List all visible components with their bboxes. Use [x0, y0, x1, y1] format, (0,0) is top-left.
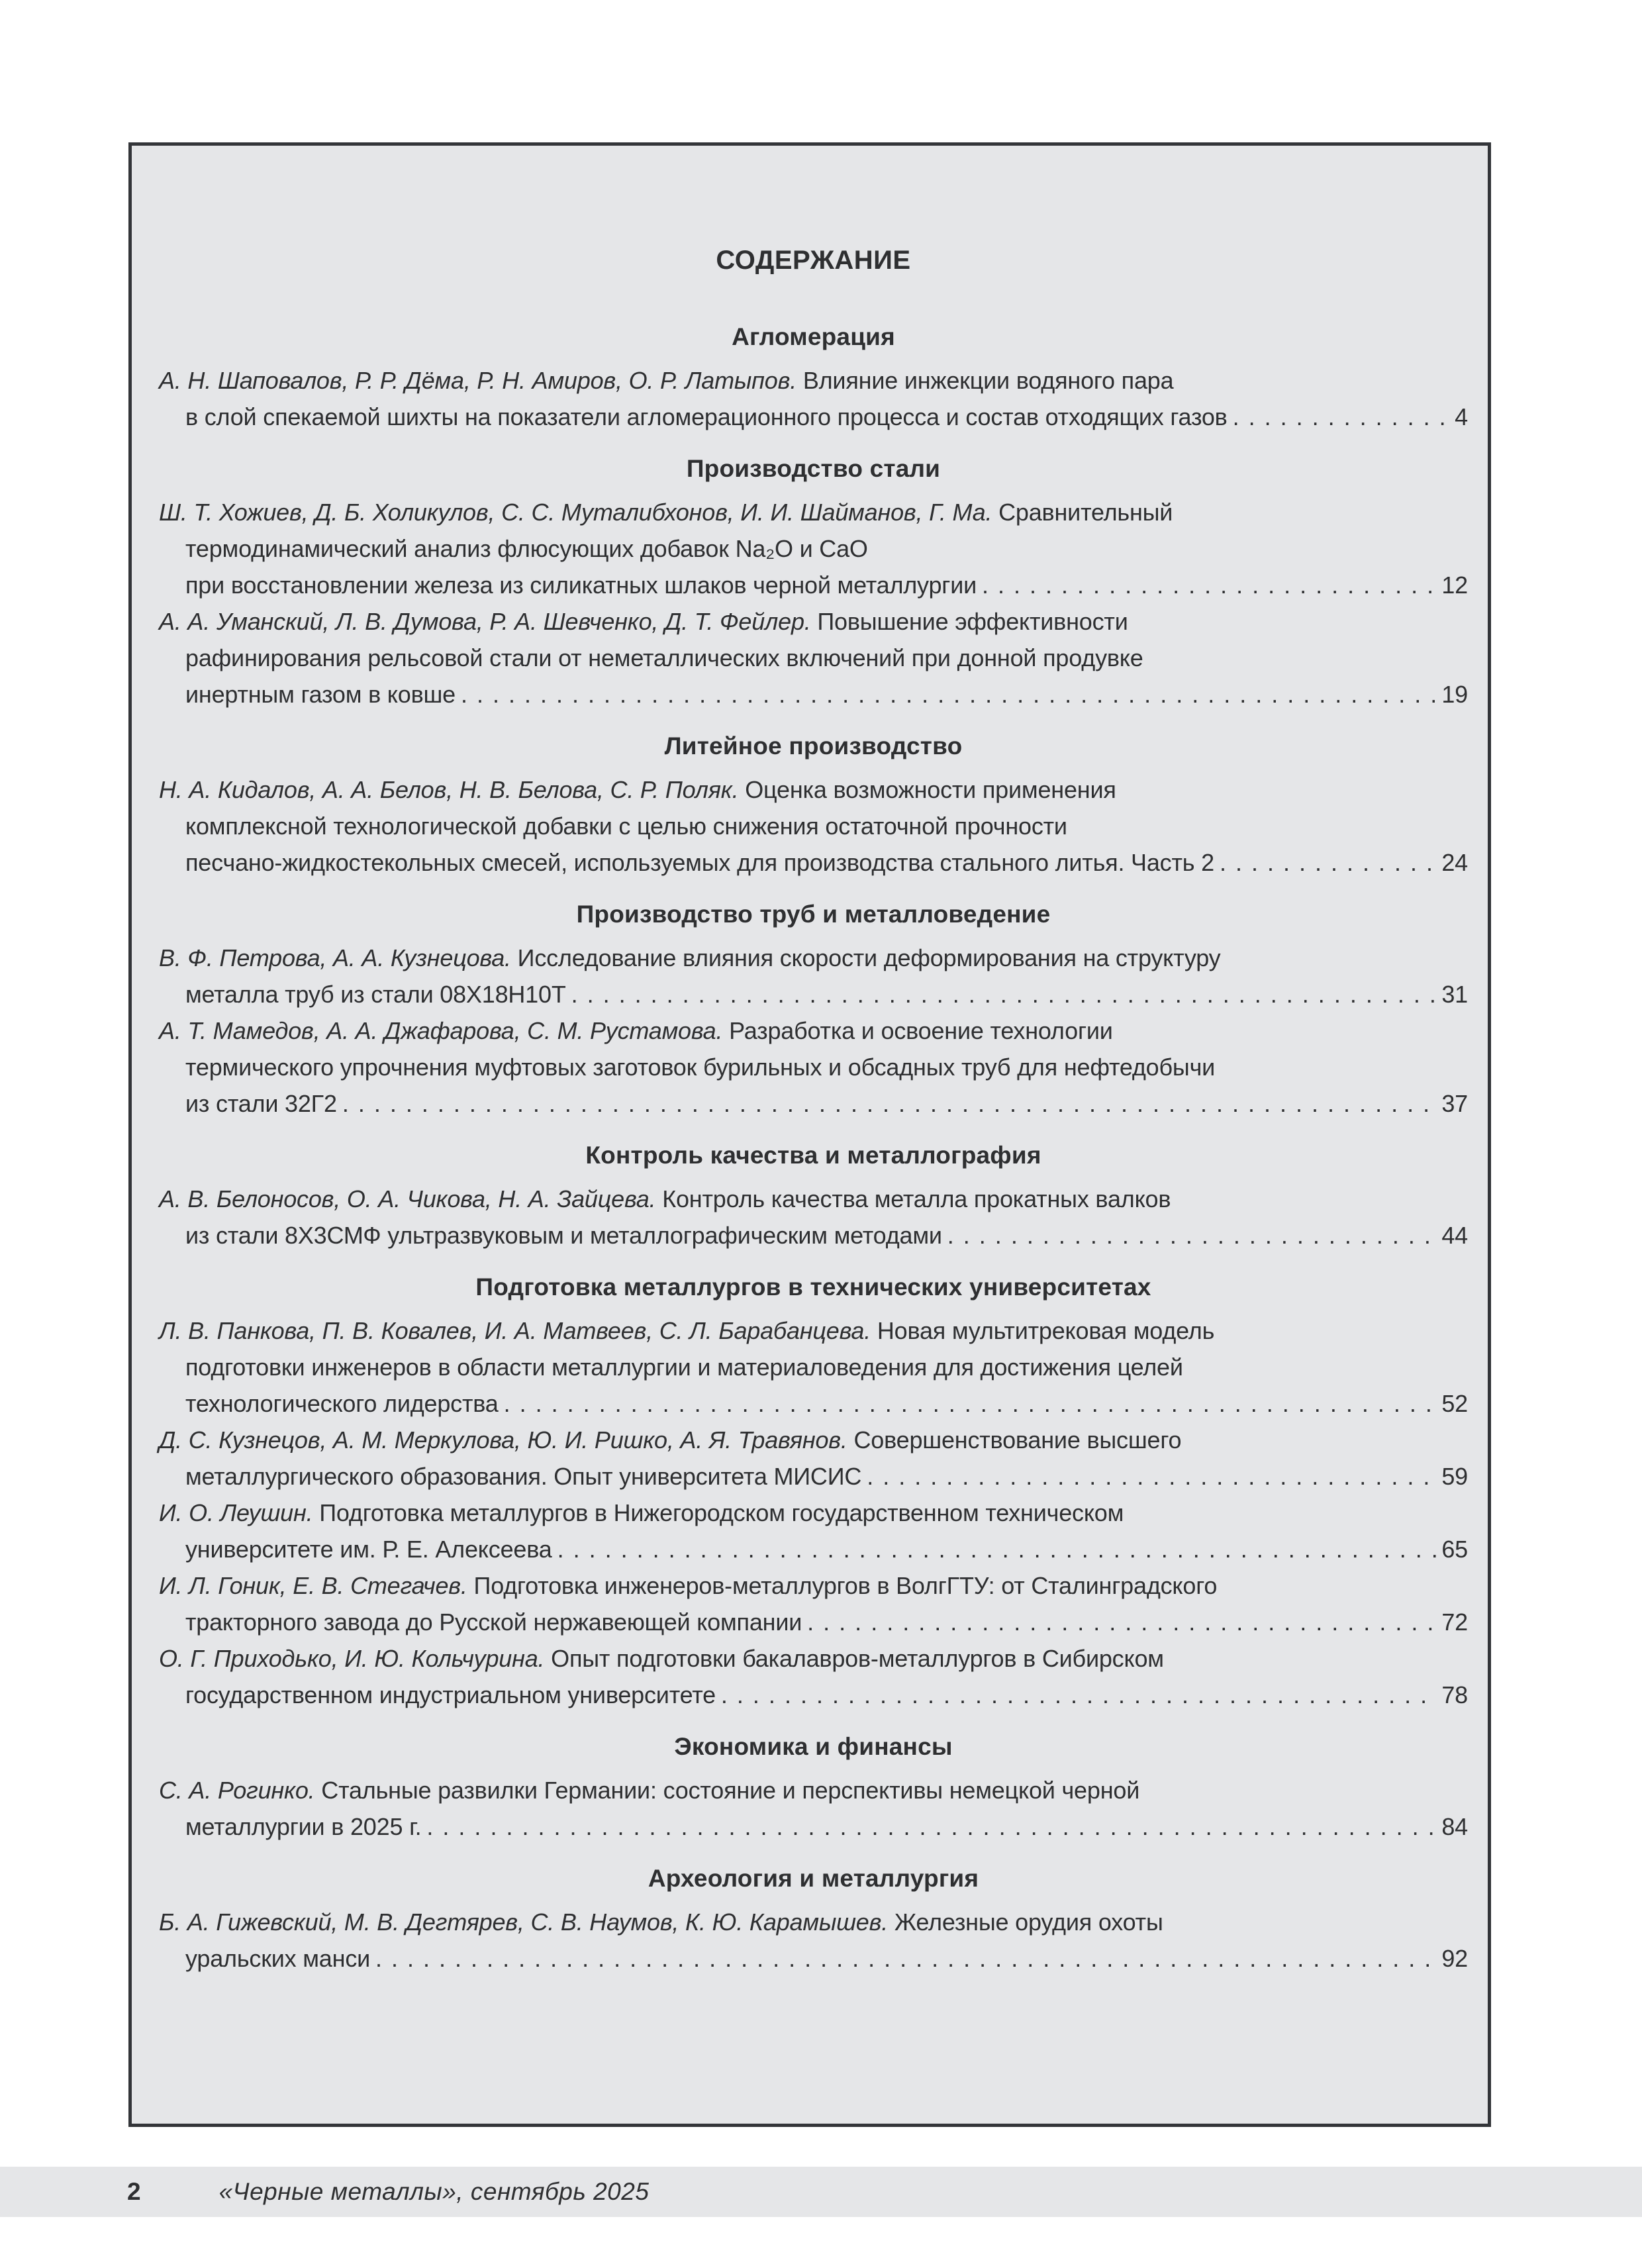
entry-authors: С. А. Рогинко.	[159, 1777, 315, 1804]
entry-line	[159, 1012, 1468, 1049]
toc-entry	[159, 1495, 1468, 1567]
entry-line	[159, 362, 1468, 399]
entry-page-number: 84	[1441, 1813, 1468, 1840]
entry-page-number: 59	[1441, 1463, 1468, 1490]
entry-title: Железные орудия охоты	[888, 1908, 1163, 1936]
entry-title: Исследование влияния скорости деформирования на структуру	[510, 944, 1221, 971]
entry-title: Разработка и освоение технологии	[722, 1017, 1113, 1044]
entry-line	[159, 1904, 1468, 1940]
entry-authors: Л. В. Панкова, П. В. Ковалев, И. А. Матвеев, С. Л. Барабанцева.	[159, 1317, 871, 1344]
entry-title: Совершенствование высшего	[847, 1426, 1182, 1454]
entry-line-text: государственном индустриальном университете	[185, 1681, 716, 1708]
entry-line: термодинамический анализ флюсующих добавок Na₂O и CaO	[185, 535, 868, 562]
entry-line	[159, 494, 1468, 530]
entry-line	[159, 1808, 1468, 1845]
toc-entry	[159, 494, 1468, 603]
entry-line	[159, 1495, 1468, 1531]
entry-authors: И. Л. Гоник, Е. В. Стегачев.	[159, 1572, 467, 1599]
toc-entry	[159, 362, 1468, 435]
entry-line	[159, 399, 1468, 435]
entry-page-number: 24	[1441, 849, 1468, 876]
entry-line	[159, 1604, 1468, 1640]
entry-line	[159, 1217, 1468, 1254]
entry-title: Влияние инжекции водяного пара	[797, 367, 1174, 394]
entry-line	[159, 1422, 1468, 1458]
entry-line	[159, 1567, 1468, 1604]
entry-title: Оценка возможности применения	[738, 776, 1116, 803]
section-heading: Литейное производство	[664, 732, 963, 760]
toc-entry	[159, 1312, 1468, 1422]
toc-entry	[159, 1772, 1468, 1845]
dot-leader	[342, 1085, 1438, 1122]
section-heading: Экономика и финансы	[674, 1733, 953, 1760]
dot-leader	[947, 1217, 1438, 1254]
footer-page-number: 2	[127, 2178, 141, 2205]
dot-leader	[1220, 844, 1437, 881]
dot-leader	[1233, 399, 1451, 435]
entry-line-text: при восстановлении железа из силикатных шлаков черной металлургии	[185, 571, 977, 599]
entry-line-text: песчано-жидкостекольных смесей, используемых для производства стального литья. Часть 2	[185, 849, 1214, 876]
entry-line	[159, 603, 1468, 640]
toc-entry	[159, 1422, 1468, 1495]
entry-line-text: университете им. Р. Е. Алексеева	[185, 1536, 552, 1563]
entry-page-number: 44	[1441, 1222, 1468, 1249]
toc-entry	[159, 1181, 1468, 1254]
entry-title: Подготовка металлургов в Нижегородском государственном техническом	[313, 1499, 1124, 1526]
entry-line-text: из стали 32Г2	[185, 1090, 337, 1117]
entry-title: Повышение эффективности	[810, 608, 1128, 635]
entry-line: комплексной технологической добавки с целью снижения остаточной прочности	[185, 813, 1067, 840]
entry-authors: И. О. Леушин.	[159, 1499, 313, 1526]
entry-page-number: 37	[1441, 1090, 1468, 1117]
entry-line	[159, 940, 1468, 976]
dot-leader	[721, 1677, 1437, 1713]
entry-line	[159, 1940, 1468, 1977]
contents-panel	[128, 142, 1491, 2127]
entry-authors: Н. А. Кидалов, А. А. Белов, Н. В. Белова, С. Р. Поляк.	[159, 776, 739, 803]
entry-line	[159, 1531, 1468, 1567]
toc-entry	[159, 603, 1468, 713]
entry-authors: А. Т. Мамедов, А. А. Джафарова, С. М. Рустамова.	[159, 1017, 723, 1044]
section-heading: Производство стали	[686, 455, 941, 482]
dot-leader	[461, 676, 1437, 713]
toc-entry	[159, 940, 1468, 1012]
dot-leader	[375, 1940, 1437, 1977]
entry-line-text: уральских манси	[185, 1945, 371, 1972]
entry-line: рафинирования рельсовой стали от неметаллических включений при донной продувке	[185, 644, 1143, 671]
entry-line	[159, 1772, 1468, 1808]
entry-authors: А. А. Уманский, Л. В. Думова, Р. А. Шевченко, Д. Т. Фейлер.	[159, 608, 811, 635]
dot-leader	[426, 1808, 1437, 1845]
page-title: СОДЕРЖАНИЕ	[716, 246, 911, 275]
entry-line-text: металлургического образования. Опыт университета МИСИС	[185, 1463, 862, 1490]
entry-line	[159, 844, 1468, 881]
entry-page-number: 52	[1441, 1390, 1468, 1417]
entry-title: Стальные развилки Германии: состояние и перспективы немецкой черной	[314, 1777, 1140, 1804]
section-heading: Археология и металлургия	[648, 1865, 979, 1892]
entry-line-text: технологического лидерства	[185, 1390, 499, 1417]
entry-line	[159, 771, 1468, 808]
entry-line-text: в слой спекаемой шихты на показатели агломерационного процесса и состав отходящих газов	[185, 403, 1228, 430]
entry-authors: О. Г. Приходько, И. Ю. Кольчурина.	[159, 1645, 545, 1672]
toc-entry	[159, 1904, 1468, 1977]
entry-page-number: 72	[1441, 1608, 1468, 1636]
entry-line	[159, 1677, 1468, 1713]
toc-entry	[159, 1012, 1468, 1122]
section-heading: Агломерация	[732, 323, 895, 350]
entry-authors: Ш. Т. Хожиев, Д. Б. Холикулов, С. С. Муталибхонов, И. И. Шайманов, Г. Ма.	[159, 499, 992, 526]
footer-journal-title: «Черные металлы», сентябрь 2025	[218, 2178, 650, 2205]
entry-authors: В. Ф. Петрова, А. А. Кузнецова.	[159, 944, 511, 971]
entry-line	[159, 976, 1468, 1012]
dot-leader	[982, 567, 1437, 603]
entry-page-number: 31	[1441, 981, 1468, 1008]
entry-authors: Д. С. Кузнецов, А. М. Меркулова, Ю. И. Ришко, А. Я. Травянов.	[159, 1426, 847, 1454]
entry-line-text: металлургии в 2025 г.	[185, 1813, 422, 1840]
toc-entry	[159, 1640, 1468, 1713]
entry-line	[159, 567, 1468, 603]
entry-line	[159, 676, 1468, 713]
entry-authors: А. В. Белоносов, О. А. Чикова, Н. А. Зайцева.	[159, 1185, 656, 1212]
entry-line-text: инертным газом в ковше	[185, 681, 456, 708]
entry-page-number: 19	[1441, 681, 1468, 708]
entry-page-number: 12	[1441, 571, 1468, 599]
section-heading: Производство труб и металловедение	[576, 901, 1051, 928]
entry-authors: Б. А. Гижевский, М. В. Дегтярев, С. В. Наумов, К. Ю. Карамышев.	[159, 1908, 889, 1936]
section-heading: Подготовка металлургов в технических университетах	[475, 1273, 1151, 1301]
section-heading: Контроль качества и металлография	[585, 1142, 1041, 1169]
dot-leader	[807, 1604, 1437, 1640]
entry-title: Подготовка инженеров-металлургов в ВолгГТУ: от Сталинградского	[467, 1572, 1218, 1599]
footer	[0, 2167, 1642, 2217]
entry-line	[159, 1458, 1468, 1495]
entry-line: подготовки инженеров в области металлургии и материаловедения для достижения целей	[185, 1354, 1183, 1381]
dot-leader	[867, 1458, 1437, 1495]
entry-line: термического упрочнения муфтовых заготовок бурильных и обсадных труб для нефтедобычи	[185, 1054, 1216, 1081]
dot-leader	[571, 976, 1438, 1012]
entry-authors: А. Н. Шаповалов, Р. Р. Дёма, Р. Н. Амиров, О. Р. Латыпов.	[159, 367, 797, 394]
dot-leader	[557, 1531, 1438, 1567]
dot-leader	[504, 1385, 1438, 1422]
toc-entry	[159, 1567, 1468, 1640]
entry-line	[159, 1085, 1468, 1122]
entry-line	[159, 1312, 1468, 1349]
toc-entry	[159, 771, 1468, 881]
entry-page-number: 78	[1441, 1681, 1468, 1708]
entry-page-number: 65	[1441, 1536, 1468, 1563]
entry-title: Новая мультитрековая модель	[871, 1317, 1215, 1344]
entry-page-number: 92	[1441, 1945, 1468, 1972]
entry-title: Опыт подготовки бакалавров-металлургов в Сибирском	[544, 1645, 1164, 1672]
entry-line-text: из стали 8Х3СМФ ультразвуковым и металлографическим методами	[185, 1222, 942, 1249]
entry-line	[159, 1385, 1468, 1422]
entry-title: Контроль качества металла прокатных валков	[655, 1185, 1171, 1212]
entry-line-text: тракторного завода до Русской нержавеющей компании	[185, 1608, 802, 1636]
entry-line	[159, 1181, 1468, 1217]
toc-sections	[159, 319, 1468, 1977]
entry-line-text: металла труб из стали 08Х18Н10Т	[185, 981, 566, 1008]
entry-title: Сравнительный	[992, 499, 1173, 526]
entry-line	[159, 1640, 1468, 1677]
entry-page-number: 4	[1455, 403, 1468, 430]
